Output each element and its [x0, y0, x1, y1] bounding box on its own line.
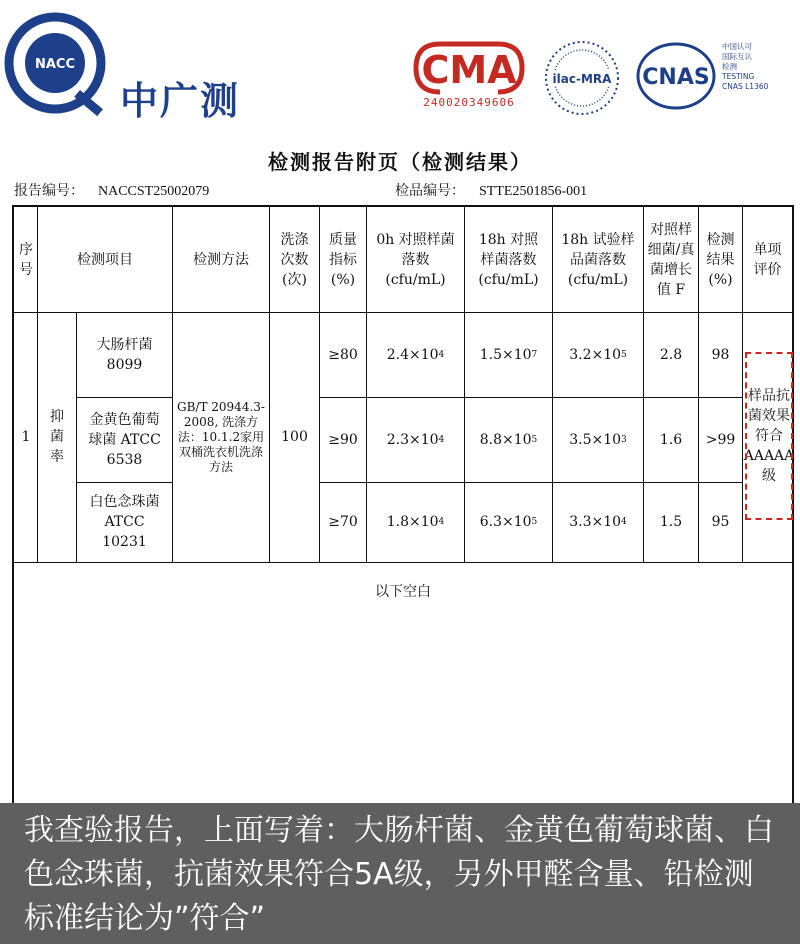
- result-cell: 95: [711, 514, 730, 530]
- organism-cell: 大肠杆菌 8099: [96, 336, 153, 373]
- cnas-logo-text: CNAS: [642, 65, 710, 90]
- seq-cell: 1: [21, 429, 31, 445]
- cma-number: 240020349606: [423, 96, 515, 109]
- header-growth: 对照样细菌/真菌增长值 F: [647, 221, 695, 298]
- h18c-cell: 1.5×10 7: [479, 346, 538, 363]
- method-cell: GB/T 20944.3-2008, 洗涤方法：10.1.2家用双桶洗衣机洗涤方法: [177, 399, 265, 474]
- h0-cell: 2.3×10 4: [386, 431, 445, 448]
- report-number-label: 报告编号：: [14, 183, 84, 199]
- h18c-cell: 8.8×10 5: [479, 431, 538, 448]
- evaluation-cell: 样品抗菌效果符合AAAAA级: [743, 388, 795, 484]
- header-quality: 质量指标(%): [329, 231, 357, 288]
- h18t-mantissa: 3.2×10: [569, 346, 622, 363]
- cnas-line: CNAS L1360: [722, 82, 769, 91]
- h0-mantissa: 1.8×10: [386, 514, 439, 530]
- brand-name: 中广测: [120, 79, 241, 123]
- group-cell: 抑菌率: [50, 409, 64, 465]
- cnas-line: 国际互认: [722, 52, 752, 61]
- caption-overlay: 我查验报告，上面写着：大肠杆菌、金黄色葡萄球菌、白色念珠菌，抗菌效果符合5A级，另外甲醛含量、铅检测标准结论为”符合”: [0, 803, 800, 944]
- conclusion-highlight-box: [745, 352, 793, 520]
- sample-number-value: STTE2501856-001: [479, 184, 588, 199]
- cma-logo-text: CMA: [421, 48, 517, 92]
- header-item: 检测项目: [77, 251, 133, 268]
- h0-mantissa: 2.3×10: [386, 431, 439, 448]
- h18t-cell: 3.2×10 5: [569, 346, 627, 363]
- h18t-cell: 3.3×10 4: [569, 514, 627, 530]
- report-number-value: NACCST25002079: [98, 184, 210, 199]
- header-seq: 序号: [19, 241, 33, 278]
- result-cell: >99: [705, 431, 736, 448]
- quality-cell: ≥70: [328, 514, 358, 530]
- h0-mantissa: 2.4×10: [386, 346, 439, 363]
- growth-cell: 2.8: [659, 346, 683, 363]
- blank-note: 以下空白: [375, 584, 431, 600]
- ilac-mra-icon: [540, 38, 624, 118]
- h18c-mantissa: 6.3×10: [479, 514, 532, 530]
- cnas-lines: [722, 42, 792, 92]
- h18c-mantissa: 8.8×10: [479, 431, 532, 448]
- header-18h-test: 18h 试验样品菌落数(cfu/mL): [561, 231, 635, 288]
- sample-number: [395, 180, 587, 200]
- header-eval: 单项评价: [753, 241, 782, 278]
- results-table: [12, 205, 794, 805]
- report-number: [14, 180, 209, 200]
- quality-cell: ≥80: [328, 346, 358, 363]
- organism-cell: 金黄色葡萄球菌 ATCC 6538: [88, 411, 161, 468]
- cnas-line: TESTING: [722, 72, 755, 81]
- cnas-line: 检测: [722, 62, 737, 71]
- h18c-cell: 6.3×10 5: [479, 514, 538, 530]
- sample-number-label: 检品编号：: [395, 183, 465, 199]
- h0-cell: 1.8×10 4: [386, 514, 445, 530]
- header-0h: 0h 对照样菌落数(cfu/mL): [376, 231, 455, 288]
- wash-count-cell: 100: [281, 429, 308, 445]
- h18t-mantissa: 3.3×10: [569, 514, 622, 530]
- h18t-mantissa: 3.5×10: [569, 431, 622, 448]
- h18t-cell: 3.5×10 3: [569, 431, 627, 448]
- h18c-mantissa: 1.5×10: [479, 346, 532, 363]
- ilac-logo-text: ilac-MRA: [552, 72, 612, 86]
- header-result: 检测结果(%): [706, 231, 735, 288]
- report-title: 检测报告附页（检测结果）: [268, 150, 532, 174]
- header-method: 检测方法: [193, 251, 249, 268]
- growth-cell: 1.6: [659, 431, 683, 448]
- cma-cert-icon: [410, 38, 528, 118]
- h0-cell: 2.4×10 4: [386, 346, 445, 363]
- organism-cell: 白色念珠菌 ATCC 10231: [89, 494, 160, 550]
- growth-cell: 1.5: [659, 514, 683, 530]
- cnas-cert-icon: [636, 40, 786, 112]
- nacc-logo-text: NACC: [34, 57, 76, 72]
- header-wash: 洗涤次数(次): [280, 231, 309, 288]
- quality-cell: ≥90: [328, 431, 358, 448]
- report-header: [0, 0, 800, 130]
- header-18h-control: 18h 对照样菌落数(cfu/mL): [478, 231, 539, 288]
- result-cell: 98: [711, 346, 730, 363]
- nacc-logo-icon: [0, 8, 110, 118]
- cnas-line: 中国认可: [722, 42, 752, 51]
